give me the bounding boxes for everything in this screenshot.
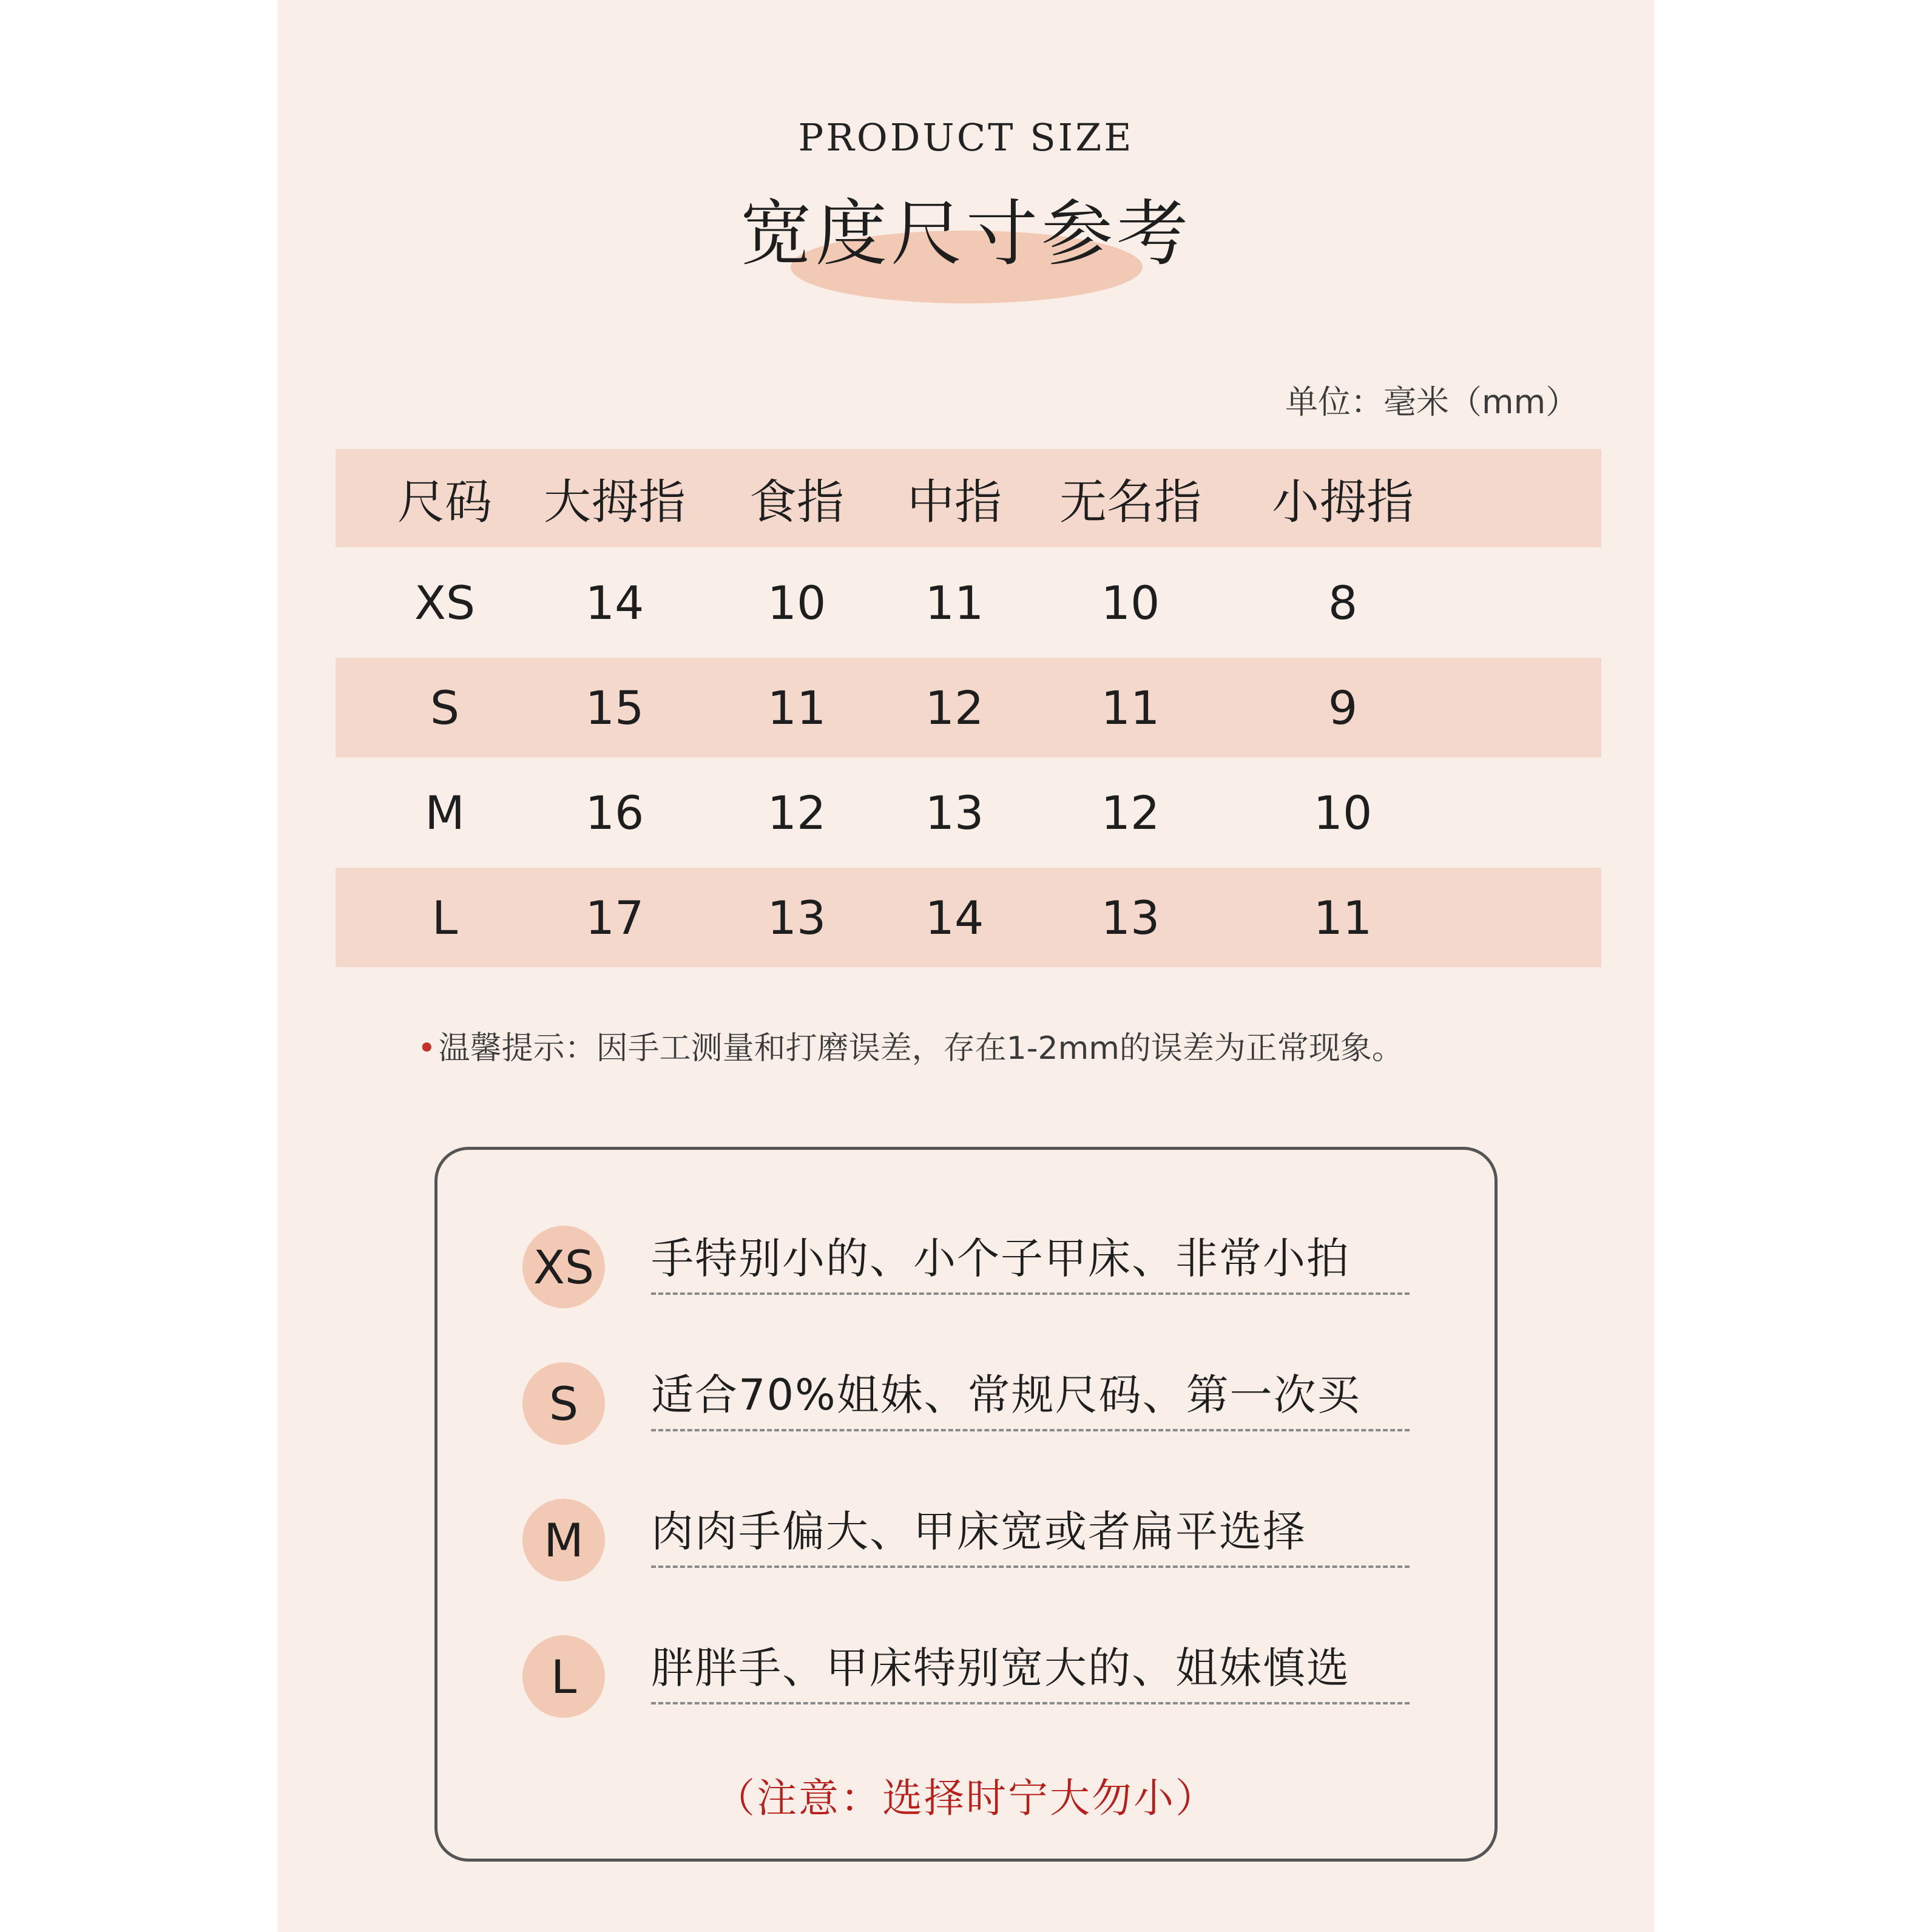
table-cell: 11 [1101, 680, 1160, 735]
tip-marker: • [417, 1030, 436, 1067]
guide-description: 手特别小的、小个子甲床、非常小拍 [651, 1234, 1350, 1283]
size-badge: L [522, 1635, 605, 1718]
page-title: 宽度尺寸参考 [740, 192, 1192, 275]
subtitle-en: PRODUCT SIZE [798, 115, 1134, 160]
table-cell: 11 [1313, 890, 1373, 945]
table-row [336, 547, 1601, 658]
table-cell: 10 [1313, 785, 1373, 840]
dashed-divider [651, 1566, 1410, 1568]
unit-label: 单位：毫米（mm） [1285, 383, 1579, 421]
table-header-row [336, 449, 1601, 547]
selection-note: （注意：选择时宁大勿小） [715, 1775, 1217, 1822]
table-row [336, 757, 1601, 868]
table-cell: 10 [767, 575, 826, 630]
table-cell: 14 [585, 575, 644, 630]
table-cell: 13 [1101, 890, 1160, 945]
size-badge: M [522, 1499, 605, 1581]
size-guide-box [434, 1147, 1498, 1862]
table-cell: M [425, 785, 465, 840]
table-cell: S [430, 680, 460, 735]
size-badge: XS [522, 1226, 605, 1308]
guide-description: 肉肉手偏大、甲床宽或者扁平选择 [651, 1507, 1306, 1556]
column-header: 食指 [749, 475, 844, 530]
guide-description: 胖胖手、甲床特别宽大的、姐妹慎选 [651, 1643, 1350, 1693]
column-header: 尺码 [397, 475, 492, 530]
table-cell: 13 [925, 785, 984, 840]
table-cell: 14 [925, 890, 984, 945]
table-cell: 11 [925, 575, 984, 630]
table-cell: 16 [585, 785, 644, 840]
size-table [336, 449, 1601, 967]
table-cell: 12 [925, 680, 984, 735]
table-cell: 12 [1101, 785, 1160, 840]
tip-text: 温馨提示：因手工测量和打磨误差，存在1-2mm的误差为正常现象。 [438, 1030, 1403, 1067]
table-cell: 11 [767, 680, 826, 735]
table-cell: 17 [585, 890, 644, 945]
guide-item [437, 1623, 1495, 1720]
table-cell: 10 [1101, 575, 1160, 630]
table-cell: 8 [1328, 575, 1358, 630]
guide-description: 适合70%姐妹、常规尺码、第一次买 [651, 1370, 1361, 1420]
table-cell: 12 [767, 785, 826, 840]
table-cell: XS [414, 575, 476, 630]
column-header: 中指 [907, 475, 1002, 530]
measurement-tip [417, 1022, 1570, 1068]
guide-item [437, 1214, 1495, 1311]
column-header: 无名指 [1059, 475, 1201, 530]
table-cell: 15 [585, 680, 644, 735]
column-header: 大拇指 [543, 475, 686, 530]
size-guide-page [278, 0, 1654, 1932]
table-cell: 13 [767, 890, 826, 945]
dashed-divider [651, 1292, 1410, 1295]
table-cell: 9 [1328, 680, 1358, 735]
guide-item [437, 1350, 1495, 1447]
table-row [336, 658, 1601, 757]
guide-item [437, 1487, 1495, 1584]
dashed-divider [651, 1429, 1410, 1431]
table-row [336, 868, 1601, 967]
size-badge: S [522, 1362, 605, 1445]
column-header: 小拇指 [1271, 475, 1414, 530]
table-cell: L [431, 890, 458, 945]
dashed-divider [651, 1702, 1410, 1704]
